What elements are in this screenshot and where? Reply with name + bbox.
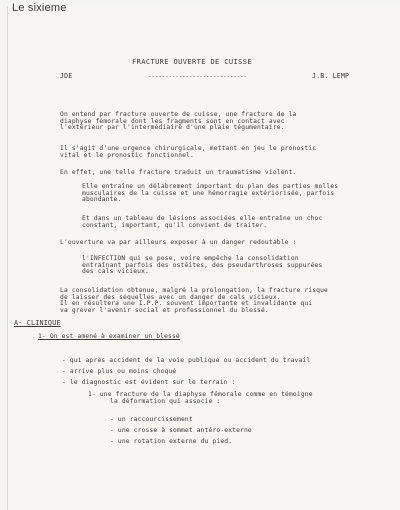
- text-line: la déformation qui associe :: [110, 397, 221, 405]
- indented-paragraph-2: [82, 216, 322, 229]
- bullet-list: [62, 355, 310, 388]
- document-title: FRACTURE OUVERTE DE CUISSE: [132, 58, 252, 66]
- text-line: 1- une fracture de la diaphyse fémorale comme en témoigne: [88, 391, 313, 398]
- text-line: Elle entraîne un délabrement important du plan des parties molles: [82, 183, 339, 190]
- text-line: En effet, une telle fracture traduit un traumatisme violent.: [60, 169, 297, 176]
- text-line: La consolidation obtenue, malgré la prolongation, la fracture risque: [60, 287, 328, 294]
- detail-list: [110, 414, 252, 447]
- handwritten-stamp: Le sixieme: [12, 2, 67, 14]
- text-line: abondante.: [82, 196, 122, 204]
- intro-paragraph-1: [60, 112, 296, 132]
- text-line: L'ouverture va par ailleurs exposer à un danger redoutable :: [60, 239, 297, 246]
- opening-paragraph: [60, 240, 296, 247]
- reference-left: JDE: [60, 72, 73, 80]
- list-item: - une crosse à sommet antéro-externe: [110, 427, 252, 434]
- section-heading: [14, 320, 61, 327]
- text-line: l'extérieur par l'intermédiaire d'une plaie tégumentaire.: [60, 124, 285, 132]
- list-item: - arrive plus ou moins choqué: [62, 368, 177, 375]
- text-line: va grever l'avenir social et professionnel du blessé.: [60, 306, 269, 314]
- text-line: diaphyse fémorale dont les fragments sont en contact avec: [60, 117, 285, 125]
- text-line: Il en résultera une I.P.P. souvent importante et invalidante qui: [60, 300, 313, 308]
- list-item: - une rotation externe du pied.: [110, 438, 233, 445]
- list-item: - un raccourcissement: [110, 416, 193, 423]
- text-line: On entend par fracture ouverte de cuisse, une fracture de la: [60, 111, 297, 118]
- subsection-heading: [38, 334, 180, 341]
- list-item: - qui après accident de la voie publique ou accident du travail: [62, 357, 311, 364]
- text-line: vital et le pronostic fonctionnel.: [60, 151, 194, 159]
- title-underline: -----------------------------: [148, 73, 247, 80]
- text-line: musculaires de la cuisse et une hémorragie extériorisée, parfois: [82, 189, 335, 197]
- intro-paragraph-3: [60, 170, 296, 177]
- indented-paragraph-1: [82, 184, 338, 204]
- intro-paragraph-2: [60, 146, 316, 159]
- text-line: l'INFECTION qui se pose, voire empêche la consolidation: [82, 255, 299, 262]
- sub-item: [88, 392, 313, 405]
- subsection-label: 1- On est amené à examiner un blessé: [38, 333, 180, 340]
- text-line: de laisser des séquelles avec un danger de cals vicieux.: [60, 293, 281, 301]
- author-reference: J.B. LEMP: [312, 72, 350, 80]
- section-label: A- CLINIQUE: [14, 319, 61, 327]
- text-line: constant, important, qu'il convient de traiter.: [82, 221, 268, 229]
- text-line: des cals vicieux.: [82, 268, 149, 276]
- consolidation-paragraph: [60, 288, 328, 314]
- text-line: Et dans un tableau de lésions associées elle entraîne un choc: [82, 215, 323, 222]
- text-line: Il s'agit d'une urgence chirurgicale, mettant en jeu le pronostic: [60, 145, 317, 152]
- text-line: entraînant parfois des ostéites, des pseudarthroses suppurées: [82, 261, 323, 269]
- list-item: - le diagnostic est évident sur le terrain :: [62, 379, 236, 386]
- infection-paragraph: [82, 256, 322, 276]
